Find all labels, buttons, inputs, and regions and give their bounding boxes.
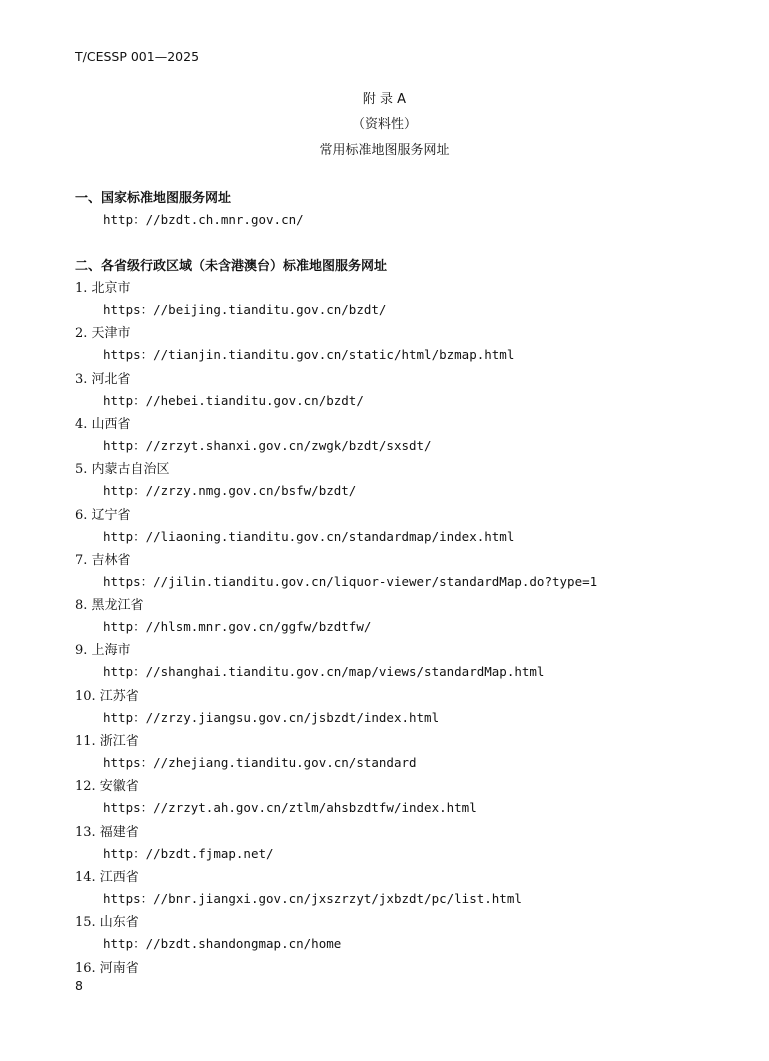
appendix-nature: （资料性）: [351, 117, 417, 132]
province-map-url[interactable]: http：//zrzy.nmg.gov.cn/bsfw/bzdt/: [103, 483, 357, 499]
province-map-url[interactable]: https：//beijing.tianditu.gov.cn/bzdt/: [103, 302, 387, 317]
province-map-url[interactable]: http：//zrzy.jiangsu.gov.cn/jsbzdt/index.html: [103, 709, 440, 725]
province-label: 15. 山东省: [75, 915, 139, 931]
province-map-url[interactable]: http：//zrzyt.shanxi.gov.cn/zwgk/bzdt/sxsdt/: [103, 437, 432, 453]
appendix-subtitle: 常用标准地图服务网址: [319, 143, 450, 158]
province-map-url[interactable]: https：//jilin.tianditu.gov.cn/liquor-viewer/standardMap.do?type=1: [103, 573, 598, 589]
province-label: 5. 内蒙古自治区: [75, 462, 170, 478]
province-label: 9. 上海市: [75, 643, 131, 659]
province-map-url[interactable]: http：//liaoning.tianditu.gov.cn/standardmap/index.html: [103, 528, 515, 544]
document-code: T/CESSP 001—2025: [75, 49, 200, 64]
province-label: 4. 山西省: [75, 416, 131, 432]
province-label: 7. 吉林省: [75, 552, 131, 568]
province-label: 13. 福建省: [75, 824, 139, 840]
province-map-url[interactable]: https：//zrzyt.ah.gov.cn/ztlm/ahsbzdtfw/index.html: [103, 800, 477, 816]
national-map-url[interactable]: http：//bzdt.ch.mnr.gov.cn/: [103, 212, 304, 227]
province-label: 14. 江西省: [75, 869, 139, 885]
province-map-url[interactable]: http：//shanghai.tianditu.gov.cn/map/views/standardMap.html: [103, 664, 545, 680]
section-provincial-heading: 二、各省级行政区域（未含港澳台）标准地图服务网址: [75, 259, 388, 274]
province-map-url[interactable]: http：//bzdt.shandongmap.cn/home: [103, 936, 342, 952]
page-number: 8: [75, 978, 83, 993]
appendix-title: 附 录 A: [362, 92, 407, 107]
province-map-url[interactable]: https：//zhejiang.tianditu.gov.cn/standard: [103, 755, 417, 770]
province-map-url[interactable]: https：//bnr.jiangxi.gov.cn/jxszrzyt/jxbzdt/pc/list.html: [103, 890, 522, 906]
province-label: 8. 黑龙江省: [75, 598, 144, 614]
province-map-url[interactable]: http：//bzdt.fjmap.net/: [103, 845, 274, 861]
province-map-url[interactable]: http：//hebei.tianditu.gov.cn/bzdt/: [103, 392, 364, 408]
province-label: 16. 河南省: [75, 960, 139, 976]
province-label: 6. 辽宁省: [75, 507, 131, 523]
province-label: 2. 天津市: [75, 326, 131, 342]
section-national-heading: 一、国家标准地图服务网址: [75, 191, 232, 206]
province-label: 11. 浙江省: [75, 734, 139, 749]
province-label: 1. 北京市: [75, 281, 131, 296]
province-map-url[interactable]: http：//hlsm.mnr.gov.cn/ggfw/bzdtfw/: [103, 619, 372, 635]
province-label: 10. 江苏省: [75, 688, 139, 704]
province-label: 3. 河北省: [75, 371, 131, 387]
province-map-url[interactable]: https：//tianjin.tianditu.gov.cn/static/html/bzmap.html: [103, 347, 515, 363]
province-label: 12. 安徽省: [75, 779, 139, 795]
